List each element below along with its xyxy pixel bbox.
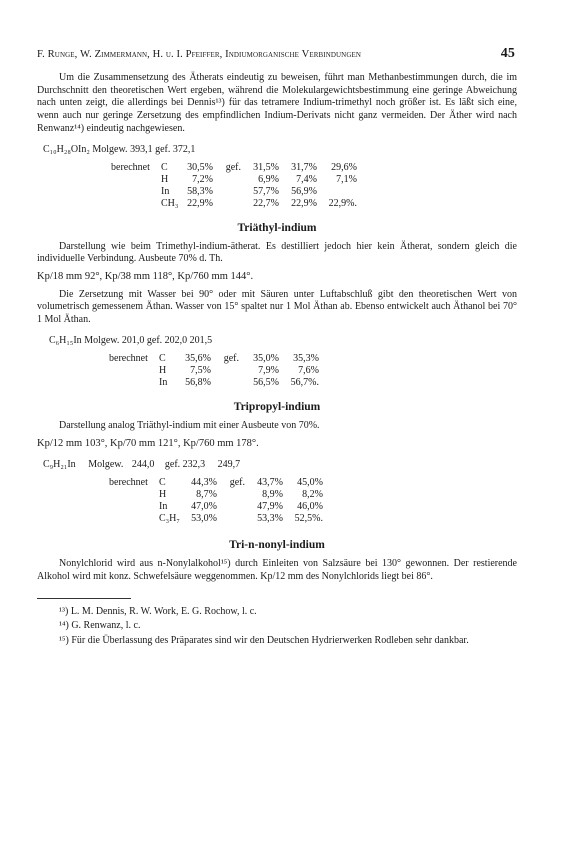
element-symbol: C (161, 161, 168, 173)
intro-paragraph: Um die Zusammensetzung des Ätherats eindeutig zu beweisen, führt man Methanbestimmungen durch, die im Durchschnitt den theoretischen Wert ergeben, während die Molekulargewichtsbestimmung eine geringe Abweichung nach unten zeigt, die allerdings bei Dennis¹³) für das tetramere Indium-trimethyl noch größer ist. Es läßt sich eine, wenn auch nur geringe Zersetzung des empfindlichen Indium-Derivats nicht ganz vermeiden. Der Äther wird nach Renwanz¹⁴) eindeutig nachgewiesen. (37, 72, 517, 134)
found-label (213, 186, 241, 198)
calculated-value: 35,6% (185, 352, 211, 364)
found-value: 7,6% (298, 364, 319, 376)
analysis-row (111, 174, 357, 186)
mol-found: 202,0 (164, 334, 188, 346)
found-value: 52,5%. (294, 513, 323, 525)
section-heading-triethyl: Triäthyl-indium (237, 221, 317, 234)
mol-label: Molgew. (88, 459, 124, 471)
section-heading-trinonyl: Tri-n-nonyl-indium (229, 539, 325, 552)
etherate-formula-line (43, 144, 517, 155)
found-value: 22,9% (291, 197, 317, 209)
found-label: gef. (146, 334, 163, 346)
triethyl-analysis-table (109, 353, 319, 389)
found-value: 45,0% (297, 477, 323, 489)
section-heading-tripropyl: Tripropyl-indium (233, 400, 321, 413)
analysis-row (109, 353, 319, 365)
footnotes (37, 605, 517, 649)
found-value: 56,5% (253, 376, 279, 388)
analysis-row (109, 489, 323, 501)
calculated-value: 58,3% (187, 185, 213, 197)
found-value: 7,4% (296, 173, 317, 185)
analysis-row (109, 477, 323, 489)
mol-calc: 244,0 (131, 459, 155, 471)
analysis-row (109, 365, 319, 377)
analysis-row (109, 513, 323, 525)
tripropyl-formula-line (43, 459, 517, 470)
element-symbol: In (161, 185, 170, 197)
analysis-row (109, 377, 319, 389)
found-value: 6,9% (258, 173, 279, 185)
calculated-value: 30,5% (187, 161, 213, 173)
element-symbol: H (159, 489, 167, 501)
calculated-value: 7,2% (192, 173, 213, 185)
found-value: 35,3% (293, 352, 319, 364)
tripropyl-paragraph-1: Darstellung analog Triäthyl-indium mit einer Ausbeute von 70%. (59, 419, 320, 431)
found-value: 22,7% (253, 197, 279, 209)
analysis-row (111, 162, 357, 174)
calculated-value: 22,9% (187, 197, 213, 209)
found-label (217, 501, 245, 513)
element-symbol: H (159, 364, 167, 376)
trinonyl-paragraph-1: Nonylchlorid wird aus n-Nonylalkohol¹⁵) durch Einleiten von Salzsäure bei 130° gewonnen. Der restierende Alkohol wird mit konz. Schwefelsäure weggenommen. Kp/12 mm des Nonylchlorids liegt bei 86°. (37, 558, 517, 582)
calc-label (109, 489, 159, 501)
element-symbol: C₃H₇ (159, 513, 180, 525)
found-value: 8,9% (262, 489, 283, 501)
mol-found-2: 249,7 (217, 459, 241, 471)
calc-label (109, 377, 159, 389)
footnote-13: ¹³) L. M. Dennis, R. W. Work, E. G. Rochow, l. c. (59, 605, 257, 617)
found-label (211, 377, 239, 389)
mol-calc: 201,0 (121, 334, 145, 346)
mol-label: Molgew. (84, 334, 120, 346)
found-label (217, 513, 245, 525)
analysis-row (111, 186, 357, 198)
calc-label: berechnet (109, 477, 148, 489)
calculated-value: 56,8% (185, 376, 211, 388)
found-value: 46,0% (297, 501, 323, 513)
footnote-15: ¹⁵) Für die Überlassung des Präparates sind wir den Deutschen Hydrierwerken Rodleben sehr dankbar. (59, 634, 469, 646)
calculated-value: 53,0% (191, 513, 217, 525)
found-label (211, 365, 239, 377)
found-value: 47,9% (257, 501, 283, 513)
analysis-row (111, 198, 357, 210)
found-value: 53,3% (257, 513, 283, 525)
journal-page (37, 46, 517, 648)
tripropyl-analysis-table (109, 477, 323, 525)
found-label (213, 198, 241, 210)
found-value: 57,7% (253, 185, 279, 197)
element-symbol: In (159, 376, 168, 388)
calc-label (109, 501, 159, 513)
triethyl-paragraph-1: Darstellung wie beim Trimethyl-indium-ätherat. Es destilliert jedoch hier kein Ätherat, sondern gleich die individuelle Verbindung. Ausbeute 70% d. Th. (37, 240, 517, 265)
found-value: 7,1% (336, 173, 357, 185)
found-label: gef. (229, 477, 245, 489)
tripropyl-boiling-points: Kp/12 mm 103°, Kp/70 mm 121°, Kp/760 mm 178°. (37, 438, 259, 450)
mol-label: Molgew. (92, 143, 128, 155)
page-header (37, 46, 517, 62)
element-symbol: In (159, 501, 168, 513)
found-value: 56,7%. (290, 376, 319, 388)
found-label: gef. (225, 161, 241, 173)
triethyl-boiling-points: Kp/18 mm 92°, Kp/38 mm 118°, Kp/760 mm 144°. (37, 270, 254, 282)
mol-calc: 393,1 (130, 143, 153, 155)
analysis-row (109, 501, 323, 513)
calc-label (109, 365, 159, 377)
found-label: gef. (164, 459, 181, 471)
footnote-rule (37, 598, 131, 599)
found-value (317, 186, 357, 198)
found-label: gef. (223, 352, 239, 364)
calc-label (111, 198, 161, 210)
etherate-analysis-table (111, 162, 357, 210)
calc-label (111, 186, 161, 198)
calc-label: berechnet (111, 161, 150, 173)
found-label (213, 174, 241, 186)
element-symbol: C (159, 352, 166, 364)
found-value: 31,7% (291, 161, 317, 173)
triethyl-paragraph-2: Die Zersetzung mit Wasser bei 90° oder mit Säuren unter Luftabschluß gibt den theoretischen Wert von volumetrisch gemessenem Äthan. Wasser von 15° spaltet nur 1 Mol Äthan ab. Ebenso entwickelt auch Äthanol bei 70° 1 Mol Äthan. (37, 288, 517, 326)
mol-found: 372,1 (172, 143, 196, 155)
calculated-value: 7,5% (190, 364, 211, 376)
found-value: 29,6% (331, 161, 357, 173)
found-value: 7,9% (258, 364, 279, 376)
found-value: 22,9%. (328, 197, 357, 209)
calc-label: berechnet (109, 352, 148, 364)
footnote-14: ¹⁴) G. Renwanz, l. c. (59, 620, 141, 632)
etherate-formula: C₁₀H₂₈OIn₂ (43, 143, 90, 155)
found-value: 31,5% (253, 161, 279, 173)
found-value: 43,7% (257, 477, 283, 489)
triethyl-formula: C₆H₁₅In (49, 334, 82, 346)
calc-label (111, 174, 161, 186)
running-head: F. Runge, W. Zimmermann, H. u. I. Pfeiffer, Indiumorganische Verbindungen (37, 49, 362, 60)
calculated-value: 47,0% (191, 501, 217, 513)
found-label (217, 489, 245, 501)
calculated-value: 44,3% (191, 477, 217, 489)
found-value: 56,9% (291, 185, 317, 197)
triethyl-formula-line (49, 335, 517, 346)
found-value: 35,0% (253, 352, 279, 364)
mol-found: 232,3 (182, 459, 206, 471)
calc-label (109, 513, 159, 525)
element-symbol: CH₃ (161, 197, 179, 209)
calculated-value: 8,7% (196, 489, 217, 501)
page-number: 45 (500, 46, 515, 61)
tripropyl-formula: C₉H₂₁In (43, 459, 76, 471)
mol-found-2: 201,5 (189, 334, 213, 346)
found-value: 8,2% (302, 489, 323, 501)
element-symbol: H (161, 173, 169, 185)
element-symbol: C (159, 477, 166, 489)
found-label: gef. (155, 143, 171, 155)
